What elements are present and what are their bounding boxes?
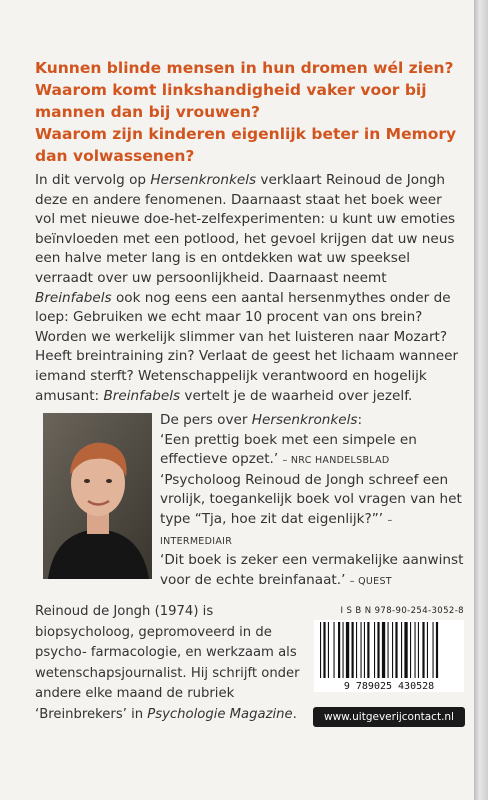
barcode-bar [367, 622, 369, 678]
barcode-bar [377, 622, 379, 678]
isbn-number: I S B N 978-90-254-3052-8 [340, 606, 464, 616]
press-quote [160, 471, 465, 551]
press-heading-colon: : [357, 412, 363, 428]
author-bio [35, 602, 305, 725]
quote-text: ‘Psycholoog Reinoud de Jongh schreef een vrolijk, toegankelijk boek vol vragen van het type “Tja, hoe zit dat eigenlijk?”’ [160, 471, 462, 527]
barcode-bar [352, 622, 354, 678]
author-photo [43, 413, 152, 579]
barcode-bar [392, 622, 393, 678]
publisher-url[interactable]: www.uitgeverijcontact.nl [313, 707, 465, 727]
barcode-digits: 9 789025 430528 [343, 681, 435, 692]
book-title-ref: Hersenkronkels [150, 172, 257, 188]
question-2: Waarom komt linkshandigheid vaker voor bij mannen dan bij vrouwen? [35, 81, 427, 121]
press-quote [160, 551, 465, 591]
barcode-bar [404, 622, 407, 678]
barcode-bar [422, 622, 424, 678]
barcode-bar [388, 622, 389, 678]
book-title-ref: Breinfabels [103, 387, 181, 404]
barcode-bar [334, 622, 335, 678]
bio-end: . [292, 706, 297, 722]
question-3: Waarom zijn kinderen eigenlijk beter in Memory dan volwassenen? [35, 125, 457, 165]
press-quote [160, 431, 465, 471]
press-quotes [160, 411, 465, 591]
bio-text: Reinoud de Jongh (1974) is biopsycholoog, gepromoveerd in de psycho- farmacologie, en werkzaam als wetenschapsjournalist. Hij schrijft onder andere elke maand de rubriek ‘Breinbrekers’ in [35, 604, 300, 722]
quote-text: ‘Een prettig boek met een simpele en effectieve opzet.’ [160, 431, 417, 468]
barcode-bar [395, 622, 397, 678]
barcode-bar [401, 622, 402, 678]
barcode-image [314, 620, 464, 692]
barcode-bar [415, 622, 416, 678]
isbn-block [314, 606, 464, 696]
quote-source: – NRC HANDELSBLAD [282, 455, 390, 467]
question-1: Kunnen blinde mensen in hun dromen wél zien? [35, 59, 454, 77]
barcode-bar [338, 622, 340, 678]
barcode-bar [323, 622, 325, 678]
barcode-bar [343, 622, 344, 678]
barcode-bar [427, 622, 428, 678]
barcode-bar [320, 622, 321, 678]
blurb-text: vertelt je de waarheid over jezelf. [180, 387, 413, 404]
teaser-questions [35, 57, 460, 167]
barcode-bar [361, 622, 362, 678]
page-edge [474, 0, 488, 800]
barcode-bar [328, 622, 329, 678]
press-heading-text: De pers over [160, 412, 252, 428]
barcode-bar [436, 622, 438, 678]
blurb-paragraph [35, 171, 463, 406]
barcode-bar [410, 622, 411, 678]
barcode-bar [433, 622, 434, 678]
blurb-text: verklaart Reinoud de Jongh deze en andere fenomenen. Daarnaast staat het boek weer vol met nieuwe doe-het-zelfexperimenten: u kunt uw emoties beïnvloeden met een potlood, het gevoel krijgen dat uw neus een halve meter lang is en ontdekken wat uw speeksel verraadt over uw persoonlijkheid. Daarnaast neemt [35, 172, 456, 286]
magazine-title: Psychologie Magazine [147, 706, 293, 722]
quote-source: – QUEST [349, 575, 392, 587]
barcode-bar [346, 622, 349, 678]
barcode-bar [364, 622, 365, 678]
barcode-bar [356, 622, 357, 678]
quote-source: – INTERMEDIAIR [160, 514, 393, 547]
book-title-ref: Breinfabels [35, 289, 112, 306]
barcode-bar [382, 622, 385, 678]
press-heading [160, 411, 465, 431]
blurb-text: In dit vervolg op [35, 172, 151, 188]
barcode-bar [418, 622, 419, 678]
blurb-text: ook nog eens een aantal hersenmythes onder de loep: Gebruiken we echt maar 10 procent van ons brein? Worden we werkelijk slimmer van het luisteren naar Mozart? Heeft breintraining zin? Verlaat de geest het lichaam wanneer iemand sterft? Wetenschappelijk verantwoord en hogelijk amusant: [35, 289, 459, 404]
quote-text: ‘Dit boek is zeker een vermakelijke aanwinst voor de echte breinfanaat.’ [160, 552, 464, 588]
press-heading-title: Hersenkronkels [251, 412, 358, 428]
barcode-bar [374, 622, 375, 678]
